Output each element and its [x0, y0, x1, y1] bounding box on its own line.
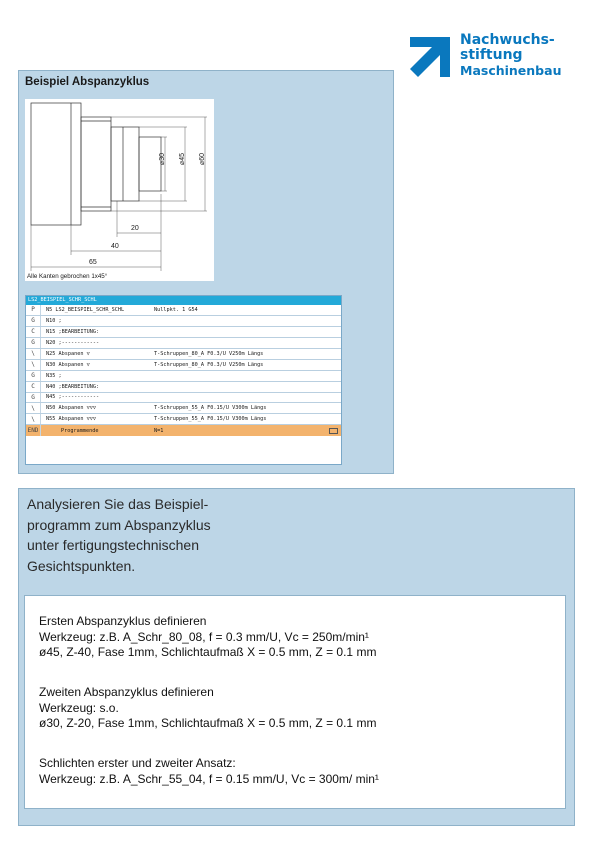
- row-code: N50 Abspanen ▽▽▽: [46, 405, 96, 412]
- task-line: Analysieren Sie das Beispiel-: [27, 496, 209, 512]
- logo-line1: Nachwuchs-: [460, 32, 555, 48]
- dim-40-label: 40: [111, 243, 119, 250]
- row-marker: G: [26, 338, 41, 348]
- cnc-program-row[interactable]: [26, 316, 341, 327]
- row-code: N10 ;: [46, 317, 62, 324]
- row-code: N15 ;BEARBEITUNG:: [46, 328, 100, 335]
- row-marker: G: [26, 371, 41, 381]
- row-marker: C: [26, 327, 41, 337]
- cnc-program-row[interactable]: [26, 403, 341, 414]
- row-marker: C: [26, 382, 41, 392]
- task-line: Gesichtspunkten.: [27, 557, 136, 574]
- row-marker: \: [26, 360, 41, 370]
- row-params: Nullpkt. 1 G54: [154, 306, 198, 313]
- row-code: N40 ;BEARBEITUNG:: [46, 383, 100, 390]
- drawing-note: Alle Kanten gebrochen 1x45°: [27, 273, 108, 280]
- drawing-svg: [25, 99, 214, 281]
- row-marker: P: [26, 305, 41, 315]
- cnc-program-row[interactable]: [26, 382, 341, 393]
- row-marker: \: [26, 414, 41, 424]
- cnc-program-list: [26, 305, 341, 425]
- row-marker: G: [26, 316, 41, 326]
- cnc-program-header: LS2_BEISPIEL_SCHR_SCHL: [26, 296, 341, 305]
- example-title: Beispiel Abspanzyklus: [25, 76, 150, 88]
- task-line: programm zum Abspanzyklus: [27, 516, 211, 533]
- answer-heading: Ersten Abspanzyklus definieren: [39, 614, 207, 628]
- cnc-program-row[interactable]: [26, 371, 341, 382]
- row-code: N25 Abspanen ▽: [46, 350, 90, 357]
- row-params: T-Schruppen_80_A F0.3/U V250m Längs: [154, 361, 264, 368]
- dim-20-label: 20: [131, 225, 139, 232]
- logo-line3: Maschinenbau: [460, 63, 562, 78]
- cnc-program-row[interactable]: [26, 305, 341, 316]
- technical-drawing: [25, 99, 214, 281]
- row-code: N35 ;: [46, 372, 62, 379]
- cnc-program-end-row[interactable]: [26, 425, 341, 436]
- row-marker: \: [26, 349, 41, 359]
- logo-text: [460, 33, 561, 78]
- row-code: Programmende: [61, 427, 99, 434]
- row-marker: G: [26, 393, 41, 403]
- logo-line2: stiftung: [460, 47, 523, 63]
- answer-block-3: [39, 756, 379, 787]
- enter-icon[interactable]: [329, 428, 338, 434]
- row-code: N45 ;------------: [46, 394, 100, 401]
- row-code: N55 Abspanen ▽▽▽: [46, 416, 96, 423]
- answer-line: Werkzeug: z.B. A_Schr_55_04, f = 0.15 mm/U, Vc = 300m/ min¹: [39, 771, 379, 786]
- row-code: N20 ;------------: [46, 339, 100, 346]
- row-params: N=1: [154, 427, 164, 434]
- dim-65-label: 65: [89, 259, 97, 266]
- answer-block-1: [39, 614, 376, 661]
- row-marker: END: [26, 425, 41, 436]
- cnc-program-row[interactable]: [26, 338, 341, 349]
- answer-line: ø30, Z-20, Fase 1mm, Schlichtaufmaß X = 0.5 mm, Z = 0.1 mm: [39, 716, 377, 730]
- answer-line: Werkzeug: s.o.: [39, 700, 119, 715]
- row-marker: \: [26, 403, 41, 413]
- row-params: T-Schruppen_55_A F0.15/U V300m Längs: [154, 405, 267, 412]
- cnc-program-row[interactable]: [26, 393, 341, 404]
- answer-heading: Schlichten erster und zweiter Ansatz:: [39, 756, 236, 770]
- cnc-program-window: [25, 295, 342, 465]
- task-panel: [18, 488, 575, 826]
- row-code: N30 Abspanen ▽: [46, 361, 90, 368]
- dim-45-label: ⌀45: [179, 152, 186, 165]
- cnc-program-row[interactable]: [26, 414, 341, 425]
- row-params: T-Schruppen_55_A F0.15/U V300m Längs: [154, 416, 267, 423]
- cnc-program-row[interactable]: [26, 360, 341, 371]
- dim-30-label: ⌀30: [159, 152, 166, 165]
- cnc-program-row[interactable]: [26, 349, 341, 360]
- cnc-program-row[interactable]: [26, 327, 341, 338]
- answer-line: ø45, Z-40, Fase 1mm, Schlichtaufmaß X = 0.5 mm, Z = 0.1 mm: [39, 645, 377, 659]
- answer-heading: Zweiten Abspanzyklus definieren: [39, 685, 214, 699]
- answer-box: [24, 595, 566, 809]
- row-params: T-Schruppen_80_A F0.3/U V250m Längs: [154, 350, 264, 357]
- logo: [406, 33, 581, 83]
- dim-60-label: ⌀60: [199, 152, 206, 165]
- logo-arrow-icon: [406, 35, 452, 81]
- answer-block-2: [39, 685, 376, 732]
- example-panel: [18, 70, 394, 474]
- answer-line: Werkzeug: z.B. A_Schr_80_08, f = 0.3 mm/U, Vc = 250m/min¹: [39, 629, 369, 644]
- task-text: [27, 494, 242, 576]
- task-line: unter fertigungstechnischen: [27, 537, 199, 553]
- row-code: N5 LS2_BEISPIEL_SCHR_SCHL: [46, 306, 125, 313]
